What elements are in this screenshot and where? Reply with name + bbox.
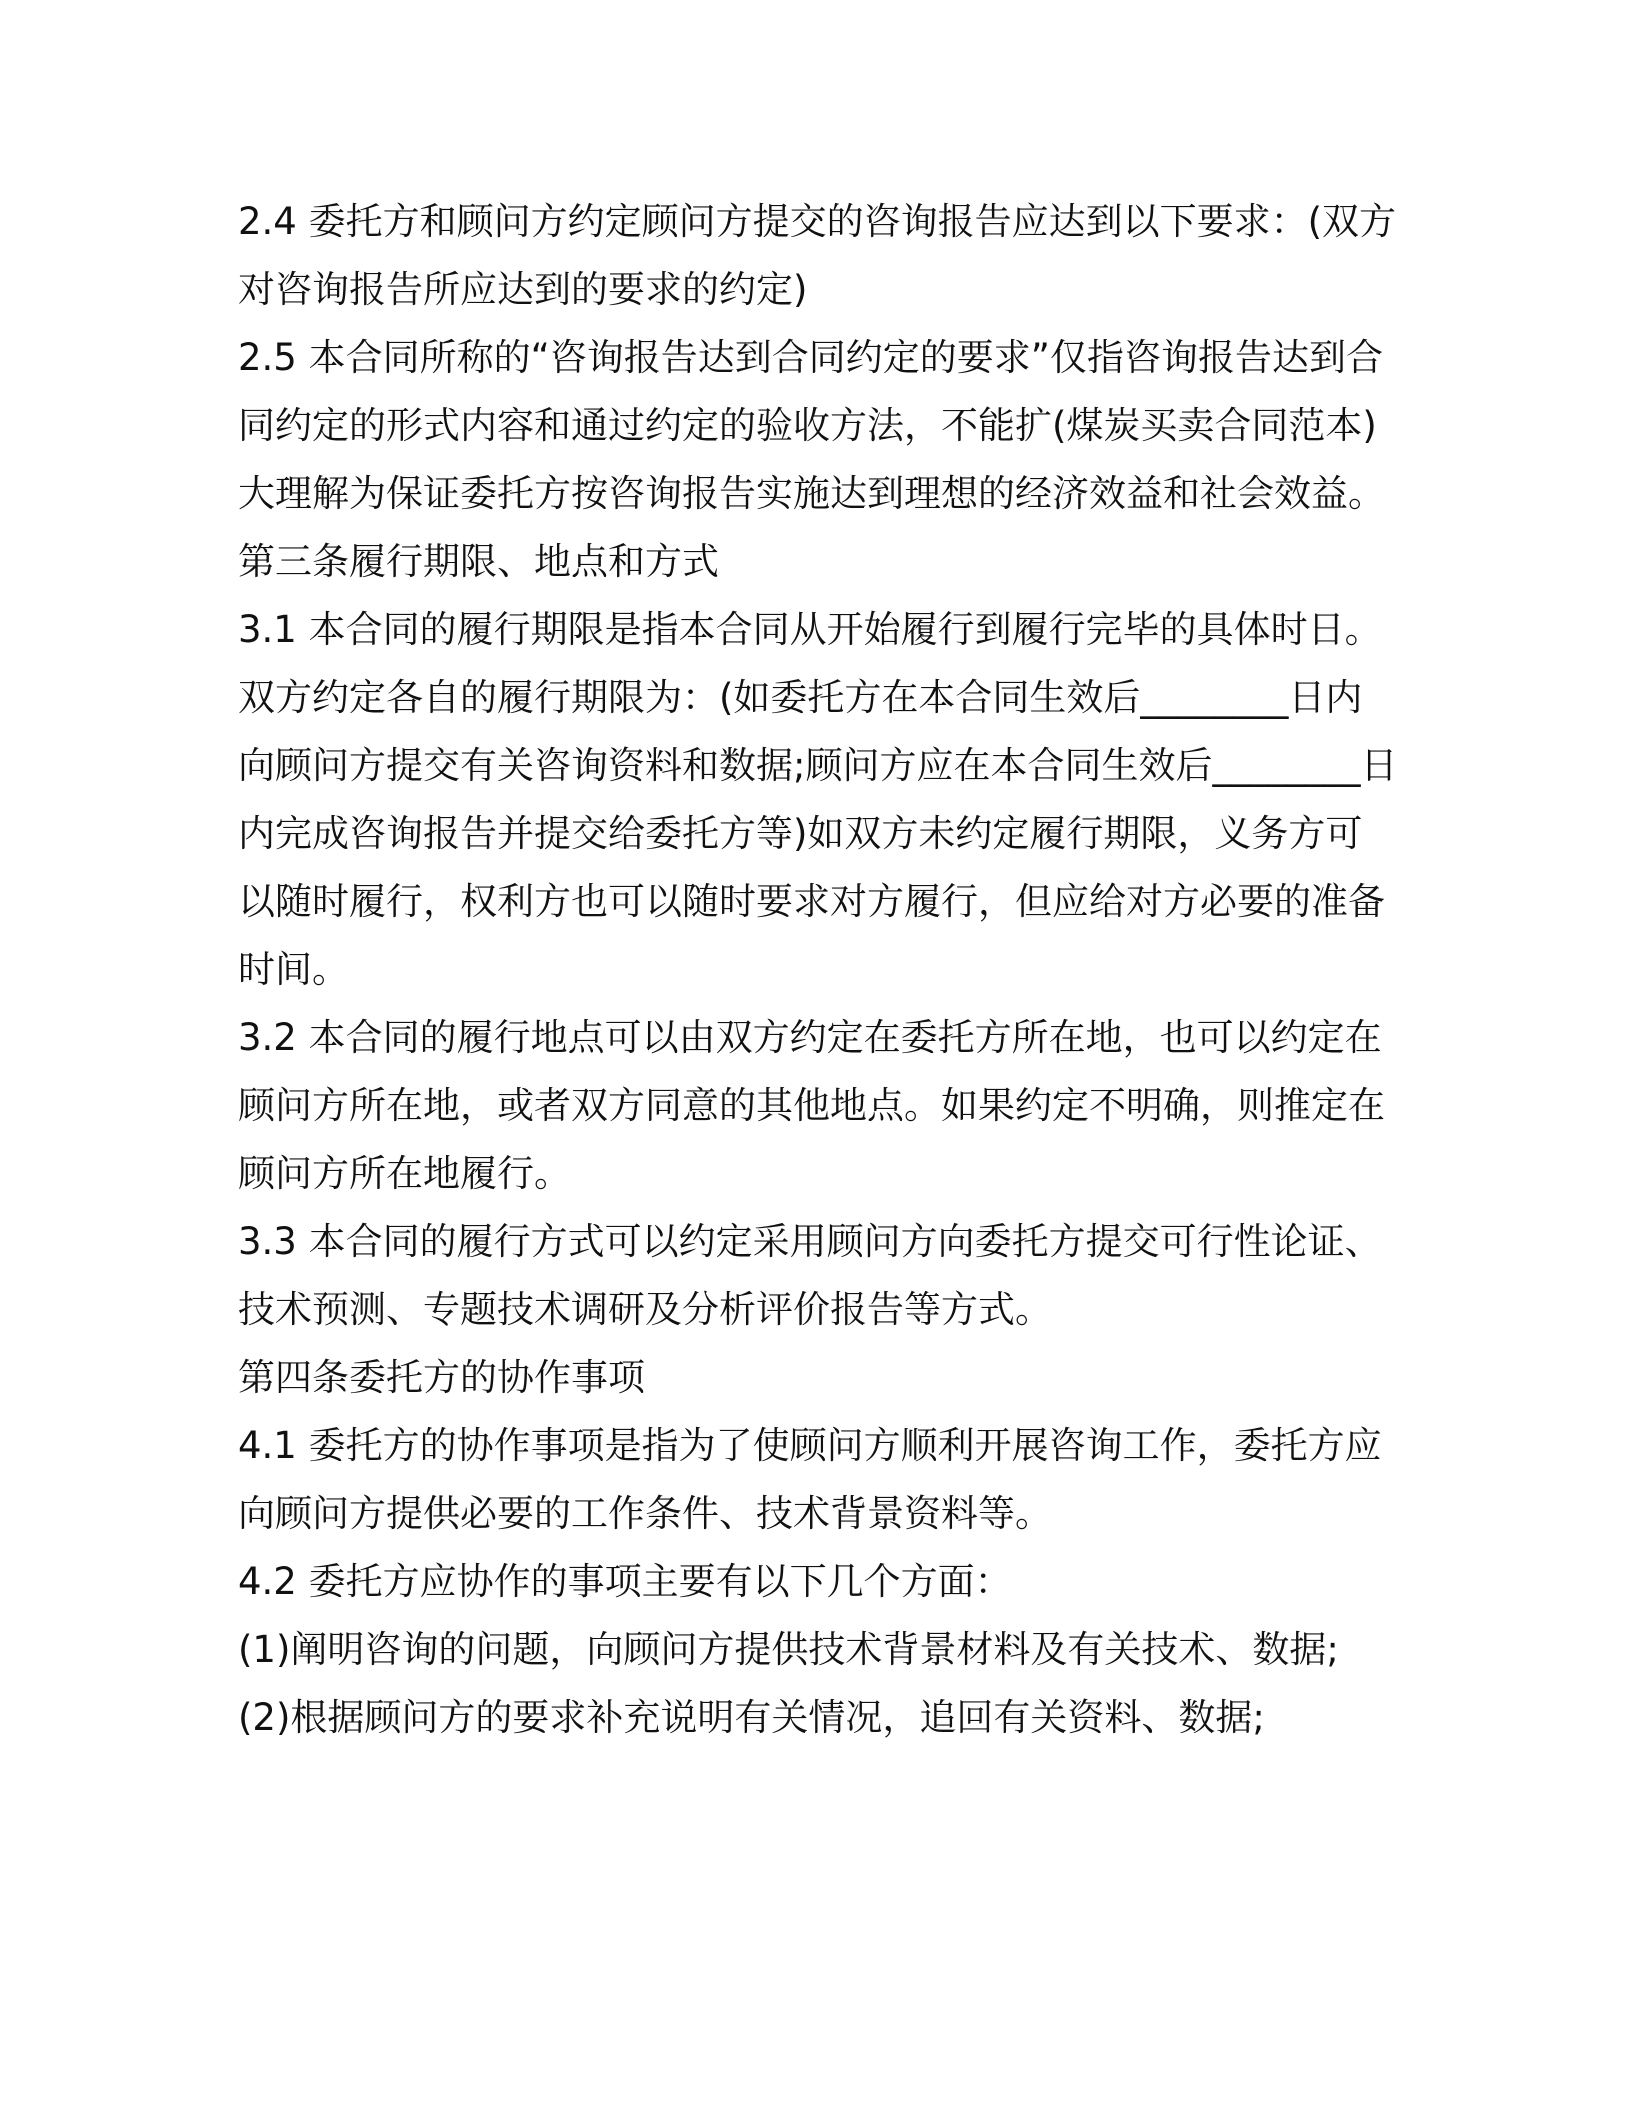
- article-4-heading: 第四条委托方的协作事项: [238, 1356, 645, 1399]
- article-3-heading: 第三条履行期限、地点和方式: [238, 540, 719, 583]
- list-item-1: (1)阐明咨询的问题，向顾问方提供技术背景材料及有关技术、数据;: [238, 1628, 1339, 1671]
- clause-2-4: 2.4 委托方和顾问方约定顾问方提交的咨询报告应达到以下要求：(双方对咨询报告所应达到的要求的约定): [238, 200, 1397, 311]
- clause-4-2: 4.2 委托方应协作的事项主要有以下几个方面：: [238, 1560, 1012, 1603]
- clause-3-3: 3.3 本合同的履行方式可以约定采用顾问方向委托方提交可行性论证、技术预测、专题技术调研及分析评价报告等方式。: [238, 1220, 1382, 1331]
- clause-3-2: 3.2 本合同的履行地点可以由双方约定在委托方所在地，也可以约定在顾问方所在地，或者双方同意的其他地点。如果约定不明确，则推定在顾问方所在地履行。: [238, 1016, 1385, 1195]
- list-item-2: (2)根据顾问方的要求补充说明有关情况，追回有关资料、数据;: [238, 1696, 1265, 1739]
- clause-2-5: 2.5 本合同所称的“咨询报告达到合同约定的要求”仅指咨询报告达到合同约定的形式内容和通过约定的验收方法，不能扩(煤炭买卖合同范本)大理解为保证委托方按咨询报告实施达到理想的经济效益和社会效益。: [238, 336, 1385, 515]
- document-body: [238, 188, 1398, 1752]
- clause-4-1: 4.1 委托方的协作事项是指为了使顾问方顺利开展咨询工作，委托方应向顾问方提供必要的工作条件、技术背景资料等。: [238, 1424, 1382, 1535]
- clause-3-1: 3.1 本合同的履行期限是指本合同从开始履行到履行完毕的具体时日。双方约定各自的履行期限为：(如委托方在本合同生效后________日内向顾问方提交有关咨询资料和数据;顾问方应在本合同生效后________日内完成咨询报告并提交给委托方等)如双方未约定履行期限，义务方可以随时履行，权利方也可以随时要求对方履行，但应给对方必要的准备时间。: [238, 608, 1398, 991]
